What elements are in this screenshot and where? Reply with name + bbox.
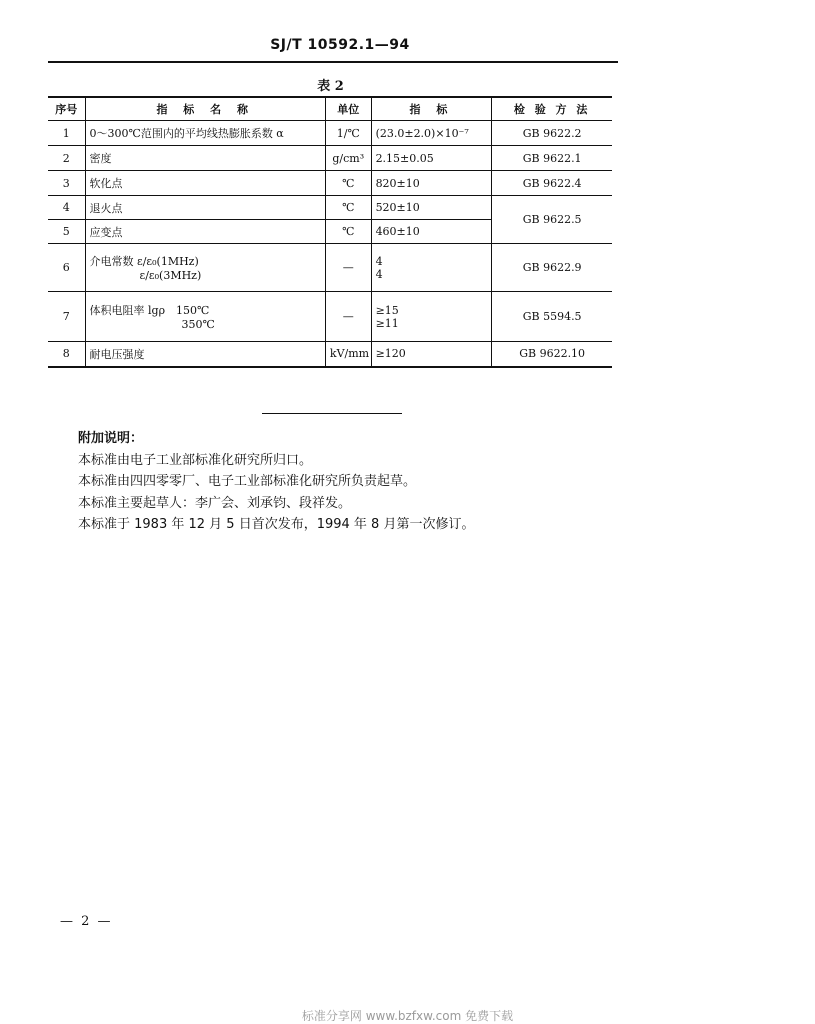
cell-method: GB 9622.10 [492,342,612,367]
header-rule [48,61,618,63]
cell-no: 6 [48,244,85,292]
cell-value: (23.0±2.0)×10⁻⁷ [371,121,492,146]
watermark-text: 标准分享网 www.bzfxw.com 免费下载 [301,1009,514,1023]
table-header-row [48,97,612,121]
table-row [48,196,612,220]
col-header-name: 指 标 名 称 [85,97,325,121]
cell-name: 耐电压强度 [85,342,325,367]
cell-value-line2: 4 [375,267,383,281]
cell-name: 软化点 [85,171,325,196]
cell-name [85,292,325,342]
table-row [48,171,612,196]
cell-unit: kV/mm [325,342,371,367]
cell-value [371,244,492,292]
notes-line: 本标准主要起草人：李广会、刘承钧、段祥发。 [78,495,352,511]
cell-method: GB 9622.5 [492,196,612,244]
cell-value: 2.15±0.05 [371,146,492,171]
cell-unit: ℃ [325,171,371,196]
col-header-value: 指 标 [371,97,492,121]
cell-name-line2: ε/ε₀(3MHz) [139,269,202,282]
cell-value-line2: ≥11 [375,316,399,330]
col-header-no: 序号 [48,97,85,121]
cell-method: GB 9622.4 [492,171,612,196]
cell-unit: 1/℃ [325,121,371,146]
page-number: — 2 — [60,914,113,929]
table-row [48,292,612,342]
notes-heading: 附加说明： [78,431,144,446]
cell-name-line1: 体积电阻率 lgρ 150℃ [89,304,210,317]
cell-name-line2: 350℃ [181,318,215,331]
cell-unit: — [325,292,371,342]
cell-unit: ℃ [325,220,371,244]
cell-no: 3 [48,171,85,196]
table-row [48,244,612,292]
cell-unit: — [325,244,371,292]
cell-value: ≥120 [371,342,492,367]
cell-value: 520±10 [371,196,492,220]
table-caption: 表 2 [317,79,344,94]
cell-name: 应变点 [85,220,325,244]
table-row [48,146,612,171]
notes-line: 本标准由四四零零厂、电子工业部标准化研究所负责起草。 [78,474,417,489]
notes-line: 本标准于 1983 年 12 月 5 日首次发布，1994 年 8 月第一次修订。 [78,517,475,532]
cell-value: 460±10 [371,220,492,244]
cell-no: 2 [48,146,85,171]
table-row [48,342,612,367]
standard-code-header: SJ/T 10592.1—94 [270,37,410,53]
cell-name: 密度 [85,146,325,171]
notes-line: 本标准由电子工业部标准化研究所归口。 [78,452,313,468]
cell-value-line1: ≥15 [375,303,399,317]
table-row [48,121,612,146]
cell-name-line1: 介电常数 ε/ε₀(1MHz) [89,255,199,268]
spec-table [48,96,612,368]
cell-no: 7 [48,292,85,342]
cell-value-line1: 4 [375,254,383,268]
col-header-method: 检 验 方 法 [492,97,612,121]
cell-method: GB 5594.5 [492,292,612,342]
section-divider [262,413,402,414]
cell-unit: g/cm³ [325,146,371,171]
cell-method: GB 9622.1 [492,146,612,171]
cell-name: 退火点 [85,196,325,220]
cell-name: 0～300℃范围内的平均线热膨胀系数 α [85,121,325,146]
col-header-unit: 单位 [325,97,371,121]
cell-no: 5 [48,220,85,244]
cell-no: 1 [48,121,85,146]
cell-value [371,292,492,342]
cell-name [85,244,325,292]
cell-method: GB 9622.2 [492,121,612,146]
additional-notes [78,428,618,536]
cell-no: 8 [48,342,85,367]
cell-method: GB 9622.9 [492,244,612,292]
cell-unit: ℃ [325,196,371,220]
cell-no: 4 [48,196,85,220]
cell-value: 820±10 [371,171,492,196]
